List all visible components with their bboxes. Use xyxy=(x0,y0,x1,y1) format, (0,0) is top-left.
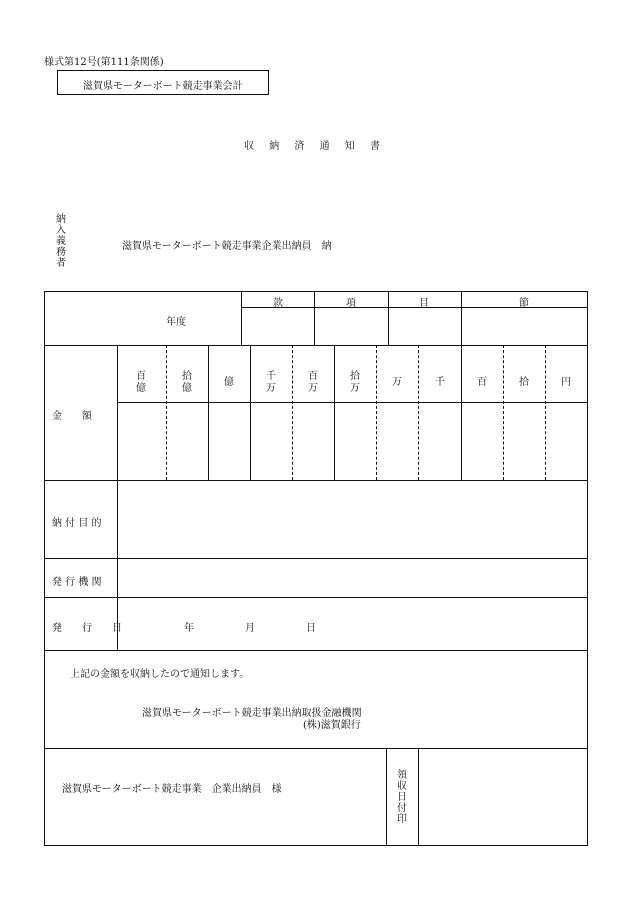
form-number: 様式第12号(第111条関係) xyxy=(44,57,164,68)
digit-juu: 拾 xyxy=(519,377,529,388)
digit-oku: 億 xyxy=(224,377,234,388)
notice-text: 上記の金額を収納したので通知します。 xyxy=(70,669,250,680)
digit-100oku: 百 億 xyxy=(136,371,146,394)
issue-month: 月 xyxy=(245,623,255,634)
kan-label: 款 xyxy=(273,298,283,309)
digit-1000man: 千 万 xyxy=(266,371,276,394)
nendo-label: 年度 xyxy=(166,317,186,328)
bank-line2: (株)滋賀銀行 xyxy=(303,720,361,731)
payer-label: 納 入 義 務 者 xyxy=(56,214,66,269)
digit-10man: 拾 万 xyxy=(350,371,360,394)
receipt-stamp-label: 領 収 日 付 印 xyxy=(397,770,407,825)
digit-en: 円 xyxy=(561,377,571,388)
moku-label: 目 xyxy=(419,298,429,309)
digit-hyaku: 百 xyxy=(477,377,487,388)
setsu-label: 節 xyxy=(519,298,529,309)
digit-man: 万 xyxy=(392,377,402,388)
purpose-label: 納 付 目 的 xyxy=(52,518,102,529)
issue-day: 日 xyxy=(306,623,316,634)
digit-sen: 千 xyxy=(435,377,445,388)
account-name: 滋賀県モーターボート競走事業会計 xyxy=(83,81,243,92)
amount-label: 金 額 xyxy=(52,411,92,422)
kou-label: 項 xyxy=(346,298,356,309)
payer-name: 滋賀県モーターボート競走事業企業出納員 納 xyxy=(122,241,332,252)
recipient: 滋賀県モーターボート競走事業 企業出納員 様 xyxy=(62,784,282,795)
bank-line1: 滋賀県モーターボート競走事業出納取扱金融機関 xyxy=(142,708,362,719)
issue-date-label: 発 行 日 xyxy=(52,623,122,634)
issuer-label: 発 行 機 関 xyxy=(52,577,102,588)
account-box xyxy=(57,70,269,95)
digit-10oku: 拾 億 xyxy=(182,371,192,394)
digit-100man: 百 万 xyxy=(308,371,318,394)
document-title: 収 納 済 通 知 書 xyxy=(244,141,386,152)
issue-year: 年 xyxy=(184,623,194,634)
